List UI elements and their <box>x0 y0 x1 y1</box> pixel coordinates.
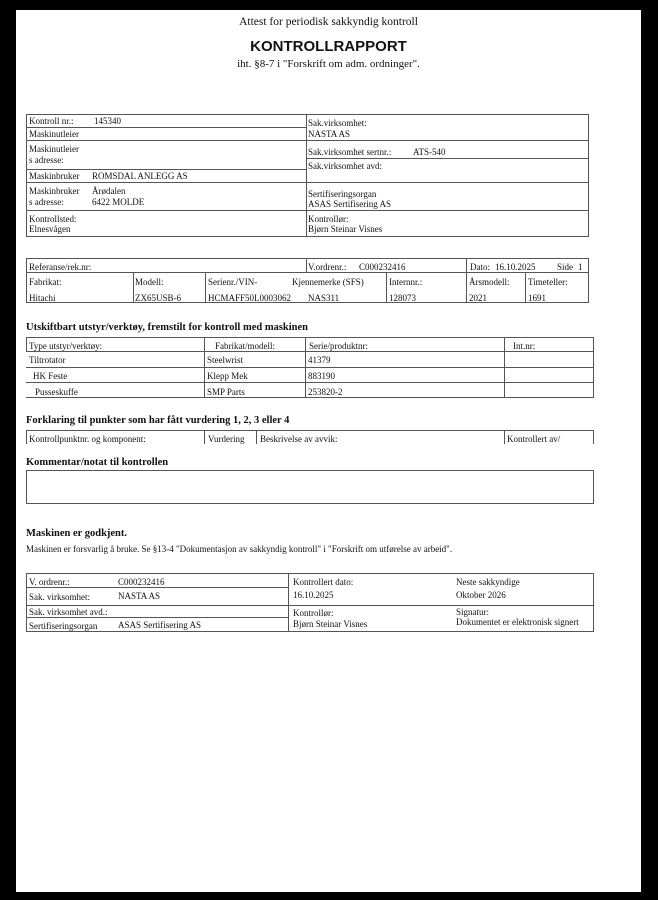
table-row-1-serie: 41379 <box>308 355 331 365</box>
kjennemerke: NAS311 <box>308 293 340 303</box>
table-row-2-serie: 883190 <box>308 371 335 381</box>
table-row-1-fabrikat: Steelwrist <box>207 355 243 365</box>
sert-org-label: Sertifiseringsorgan <box>308 189 377 199</box>
report-reference: iht. §8-7 i "Forskrift om adm. ordninger". <box>237 58 420 70</box>
kontrollsted-label: Kontrollsted: <box>29 214 77 224</box>
table-row-2-type: HK Feste <box>33 371 68 381</box>
sertnr-label: Sak.virksomhet sertnr.: <box>308 147 392 157</box>
comment-box <box>26 470 594 504</box>
report-page <box>16 10 641 892</box>
footer-sert-label: Sertifiseringsorgan <box>29 621 98 631</box>
sertnr: ATS-540 <box>413 147 446 157</box>
vordre-label: V.ordrenr.: <box>308 262 347 272</box>
maskinutleier-adr-label-1: Maskinutleier <box>29 144 79 154</box>
equipment-heading: Utskiftbart utstyr/verktøy, fremstilt for kontroll med maskinen <box>26 322 309 333</box>
kjennemerke-label: Kjennemerke (SFS) <box>292 277 364 287</box>
footer-sert: ASAS Sertifisering AS <box>118 620 202 630</box>
footer-sak: NASTA AS <box>118 591 161 601</box>
maskinbruker-adr-2: 6422 MOLDE <box>92 197 145 207</box>
footer-vordre: C000232416 <box>118 577 165 587</box>
modell-label: Modell: <box>135 277 164 287</box>
findings-col-kontrollpunkt: Kontrollpunktnr. og komponent: <box>29 434 146 444</box>
footer-neste-label: Neste sakkyndige <box>456 577 520 587</box>
side: 1 <box>578 262 583 272</box>
report-title: KONTROLLRAPPORT <box>250 38 407 55</box>
kontroll-nr: 145340 <box>94 116 121 126</box>
internnr-label: Internnr.: <box>389 277 423 287</box>
findings-heading: Forklaring til punkter som har fått vurdering 1, 2, 3 eller 4 <box>26 415 290 426</box>
fabrikat-label: Fabrikat: <box>29 277 62 287</box>
sak-virksomhet-label: Sak.virksomhet: <box>308 118 367 128</box>
equipment-col-type: Type utstyr/verktøy: <box>29 341 103 351</box>
approval-heading: Maskinen er godkjent. <box>26 528 128 539</box>
table-row-1-type: Tiltrotator <box>29 355 66 365</box>
kontroll-nr-label: Kontroll nr.: <box>29 116 74 126</box>
avd-label: Sak.virksomhet avd: <box>308 161 382 171</box>
vordre: C000232416 <box>359 262 406 272</box>
table-row-3-serie: 253820-2 <box>308 387 343 397</box>
maskinutleier-adr-label-2: s adresse: <box>29 155 64 165</box>
dato: 16.10.2025 <box>495 262 536 272</box>
timeteller: 1691 <box>528 293 546 303</box>
table-row-2-fabrikat: Klepp Mek <box>207 371 248 381</box>
findings-col-vurdering: Vurdering <box>208 434 245 444</box>
arsmodell: 2021 <box>469 293 487 303</box>
internnr: 128073 <box>389 293 416 303</box>
footer-kontrollert: 16.10.2025 <box>293 590 334 600</box>
arsmodell-label: Årsmodell: <box>469 277 510 287</box>
equipment-col-serie: Serie/produktnr: <box>309 341 368 351</box>
maskinutleier-label: Maskinutleier <box>29 129 79 139</box>
kontrollsted: Elnesvågen <box>29 224 71 234</box>
maskinbruker-adr-1: Årødalen <box>92 186 126 196</box>
footer-vordre-label: V. ordrenr.: <box>29 577 70 587</box>
approval-text: Maskinen er forsvarlig å bruke. Se §13-4 "Dokumentasjon av sakkyndig kontroll" i "Forskrift om utførelse av arbeid". <box>26 544 453 554</box>
table-row-3-fabrikat: SMP Parts <box>207 387 245 397</box>
dato-label: Dato: <box>470 262 490 272</box>
equipment-col-intnr: Int.nr: <box>513 341 536 351</box>
footer-kontrollert-label: Kontrollert dato: <box>293 577 354 587</box>
timeteller-label: Timeteller: <box>528 277 568 287</box>
footer-avd-label: Sak. virksomhet avd.: <box>29 607 108 617</box>
side-label: Side <box>557 262 574 272</box>
comment-heading: Kommentar/notat til kontrollen <box>26 457 169 468</box>
footer-kontrollor: Bjørn Steinar Visnes <box>293 619 368 629</box>
kontrollor: Bjørn Steinar Visnes <box>308 224 383 234</box>
table-row-3-type: Pusseskuffe <box>35 387 78 397</box>
serienr-label: Serienr./VIN- <box>208 277 258 287</box>
referanse-label: Referanse/rek.nr: <box>29 262 92 272</box>
maskinbruker: ROMSDAL ANLEGG AS <box>92 171 188 181</box>
footer-signatur: Dokumentet er elektronisk signert <box>456 617 579 627</box>
kontrollor-label: Kontrollør: <box>308 214 349 224</box>
maskinbruker-adr-label-2: s adresse: <box>29 197 64 207</box>
sert-org: ASAS Sertifisering AS <box>308 199 392 209</box>
equipment-col-fabrikat: Fabrikat/modell: <box>215 341 275 351</box>
footer-neste: Oktober 2026 <box>456 590 506 600</box>
sak-virksomhet: NASTA AS <box>308 129 351 139</box>
serienr: HCMAFF50L0003062 <box>208 293 292 303</box>
findings-col-beskrivelse: Beskrivelse av avvik: <box>260 434 338 444</box>
maskinbruker-adr-label-1: Maskinbruker <box>29 186 80 196</box>
footer-kontrollor-label: Kontrollør: <box>293 608 334 618</box>
fabrikat: Hitachi <box>29 293 56 303</box>
footer-signatur-label: Signatur: <box>456 607 489 617</box>
findings-col-kontrollert: Kontrollert av/ <box>507 434 561 444</box>
report-subtitle: Attest for periodisk sakkyndig kontroll <box>239 16 418 28</box>
modell: ZX65USB-6 <box>135 293 182 303</box>
maskinbruker-label: Maskinbruker <box>29 171 80 181</box>
footer-sak-label: Sak. virksomhet: <box>29 592 90 602</box>
comment-text <box>27 471 593 477</box>
